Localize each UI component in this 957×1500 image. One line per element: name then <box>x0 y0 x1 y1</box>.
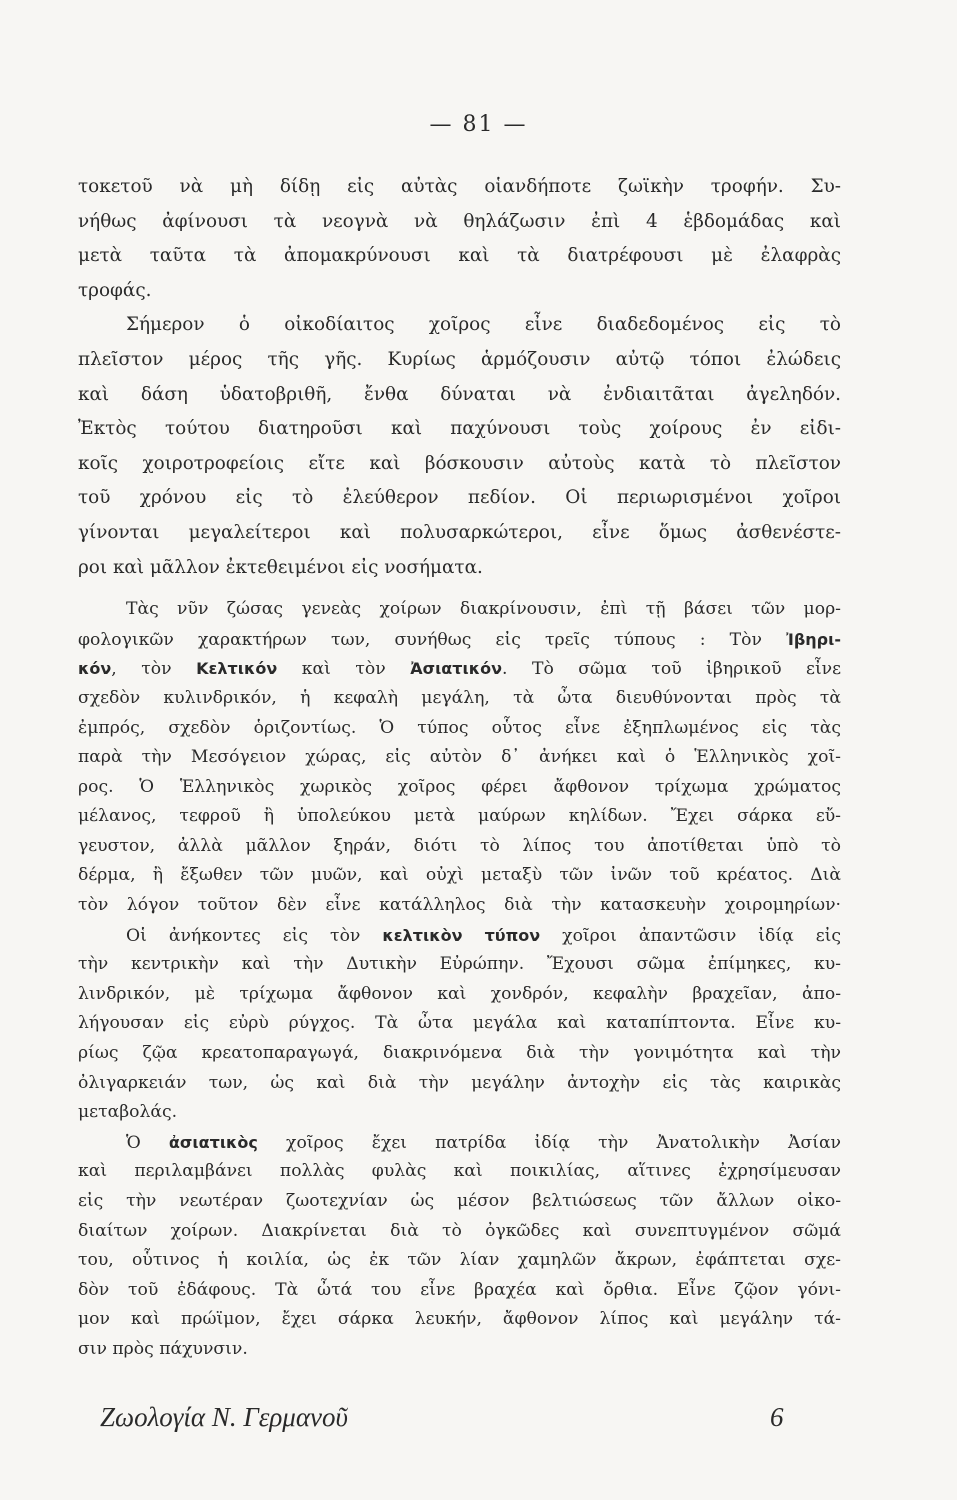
term-asiatic: Ἀσιατικόν <box>410 659 502 679</box>
text-line: του, οὗτινος ἡ κοιλία, ὡς ἐκ τῶν λίαν χαμηλῶν ἄκρων, ἐφάπτεται σχε- <box>78 1250 841 1271</box>
text-line: Σήμερον ὁ οἰκοδίαιτος χοῖρος εἶνε διαδεδομένος εἰς τὸ <box>126 314 841 336</box>
term-iberian-end: κόν <box>78 659 112 679</box>
book-title: Ζωολογία Ν. Γερμανοῦ <box>100 1402 348 1432</box>
text-line: τοκετοῦ νὰ μὴ δίδῃ εἰς αὐτὰς οἱανδήποτε ζωϊκὴν τροφήν. Συ- <box>78 176 841 197</box>
text-line: λινδρικόν, μὲ τρίχωμα ἄφθονον καὶ χονδρόν, κεφαλὴν βραχεῖαν, ἀπο- <box>78 983 841 1004</box>
body-text <box>78 170 841 1365</box>
term-asiatic-type: ἀσιατικὸς <box>168 1132 258 1152</box>
text-line: δὸν τοῦ ἐδάφους. Τὰ ὦτά του εἶνε βραχέα καὶ ὄρθια. Εἶνε ζῷον γόνι- <box>78 1279 841 1300</box>
text-line: τοῦ χρόνου εἰς τὸ ἐλεύθερον πεδίον. Οἱ περιωρισμένοι χοῖροι <box>78 487 841 509</box>
text-line: γίνονται μεγαλείτεροι καὶ πολυσαρκώτεροι, εἶνε ὅμως ἀσθενέστε- <box>78 521 841 543</box>
text-line: τροφάς. <box>78 279 152 301</box>
term-iberian: Ἰβηρι- <box>786 629 841 649</box>
text-line: ροι καὶ μᾶλλον ἐκτεθειμένοι εἰς νοσήματα. <box>78 556 483 578</box>
text-line: καὶ δάση ὑδατοβριθῆ, ἔνθα δύναται νὰ ἐνδιαιτᾶται ἀγεληδόν. <box>78 383 841 405</box>
text-line: δέρμα, ἢ ἔξωθεν τῶν μυῶν, καὶ οὐχὶ μεταξὺ τῶν ἰνῶν τοῦ κρέατος. Διὰ <box>78 865 841 886</box>
text-line: σχεδὸν κυλινδρικόν, ἡ κεφαλὴ μεγάλη, τὰ ὦτα διευθύνονται πρὸς τὰ <box>78 687 841 708</box>
text-line: παρὰ τὴν Μεσόγειον χώρας, εἰς αὐτὸν δ᾿ ἀνήκει καὶ ὁ Ἑλληνικὸς χοῖ- <box>78 747 841 768</box>
text-line: τὴν κεντρικὴν καὶ τὴν Δυτικὴν Εὐρώπην. Ἔχουσι σῶμα ἐπίμηκες, κυ- <box>78 954 841 975</box>
text-line: γευστον, ἀλλὰ μᾶλλον ξηράν, διότι τὸ λίπος του ἀποτίθεται ὑπὸ τὸ <box>78 835 841 856</box>
text-line: σιν πρὸς πάχυνσιν. <box>78 1338 248 1359</box>
page-number: — 81 — <box>429 112 528 137</box>
text-line: κόν, τὸν Κελτικόν καὶ τὸν Ἀσιατικόν. Τὸ σῶμα τοῦ ἰβηρικοῦ εἶνε <box>78 659 842 680</box>
text-line: ρίως ζῷα κρεατοπαραγωγά, διακρινόμενα διὰ τὴν γονιμότητα καὶ τὴν <box>78 1043 841 1064</box>
text-line: διαίτων χοίρων. Διακρίνεται διὰ τὸ ὀγκῶδες καὶ συνεπτυγμένον σῶμά <box>78 1220 841 1241</box>
text-line: νήθως ἀφίνουσι τὰ νεογνὰ νὰ θηλάζωσιν ἐπὶ 4 ἑβδομάδας καὶ <box>78 210 841 232</box>
text-line: τὸν λόγον τοῦτον δὲν εἶνε κατάλληλος διὰ τὴν κατασκευὴν χοιρομηρίων· <box>78 895 841 916</box>
term-celtic: Κελτικόν <box>196 659 278 679</box>
text-line: ἐμπρός, σχεδὸν ὁριζοντίως. Ὁ τύπος οὗτος εἶνε ἐξηπλωμένος εἰς τὰς <box>78 717 841 738</box>
term-celtic-type: κελτικὸν τύπον <box>382 925 541 945</box>
signature-mark: 6 <box>770 1402 784 1432</box>
text-line: καὶ περιλαμβάνει πολλὰς φυλὰς καὶ ποικιλίας, αἵτινες ἐχρησίμευσαν <box>78 1161 841 1182</box>
text-line: Οἱ ἀνήκοντες εἰς τὸν κελτικὸν τύπον χοῖροι ἀπαντῶσιν ἰδίᾳ εἰς <box>126 925 841 946</box>
text-line: πλεῖστον μέρος τῆς γῆς. Κυρίως ἁρμόζουσιν αὐτῷ τόποι ἐλώδεις <box>78 348 841 370</box>
text-line: μέλανος, τεφροῦ ἢ ὑπολεύκου μετὰ μαύρων κηλίδων. Ἔχει σάρκα εὔ- <box>78 806 841 827</box>
text-line: φολογικῶν χαρακτήρων των, συνήθως εἰς τρεῖς τύπους : Τὸν Ἰβηρι- <box>78 629 841 650</box>
text-line: μον καὶ πρώϊμον, ἔχει σάρκα λευκήν, ἄφθονον λίπος καὶ μεγάλην τά- <box>78 1309 841 1330</box>
text-line: ὀλιγαρκειάν των, ὡς καὶ διὰ τὴν μεγάλην ἀντοχὴν εἰς τὰς καιρικὰς <box>78 1072 841 1093</box>
text-line: μετὰ ταῦτα τὰ ἀπομακρύνουσι καὶ τὰ διατρέφουσι μὲ ἐλαφρὰς <box>78 245 841 267</box>
text-line: Ὁ ἀσιατικὸς χοῖρος ἔχει πατρίδα ἰδίᾳ τὴν Ἀνατολικὴν Ἀσίαν <box>126 1132 841 1153</box>
text-line: ρος. Ὁ Ἑλληνικὸς χωρικὸς χοῖρος φέρει ἄφθονον τρίχωμα χρώματος <box>78 776 841 797</box>
text-line: κοῖς χοιροτροφείοις εἴτε καὶ βόσκουσιν αὐτοὺς κατὰ τὸ πλεῖστον <box>78 452 841 474</box>
text-line: μεταβολάς. <box>78 1102 178 1123</box>
text-line: λήγουσαν εἰς εὐρὺ ρύγχος. Τὰ ὦτα μεγάλα καὶ καταπίπτοντα. Εἶνε κυ- <box>78 1013 841 1034</box>
text-line: εἰς τὴν νεωτέραν ζωοτεχνίαν ὡς μέσον βελτιώσεως τῶν ἄλλων οἰκο- <box>78 1191 841 1211</box>
text-line: Τὰς νῦν ζώσας γενεὰς χοίρων διακρίνουσιν, ἐπὶ τῇ βάσει τῶν μορ- <box>126 599 841 620</box>
page-footer <box>100 1402 820 1433</box>
text-line: Ἐκτὸς τούτου διατηροῦσι καὶ παχύνουσι τοὺς χοίρους ἐν εἰδι- <box>78 418 841 440</box>
